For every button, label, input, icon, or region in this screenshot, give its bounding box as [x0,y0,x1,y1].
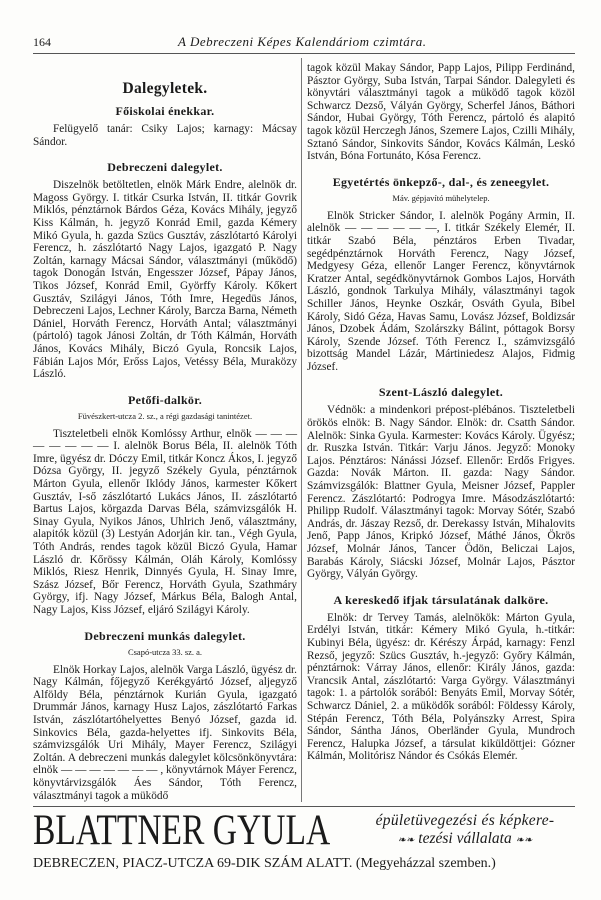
tagline-text: tezési vállalata [418,830,512,848]
section-heading: Debreczeni dalegylet. [107,160,223,175]
section-heading: Petőfi-dalkör. [127,392,203,407]
section-heading: A kereskedő ifjak társulatának dalköre. [333,592,549,607]
chapter-title: Dalegyletek. [122,80,208,97]
section-text: Diszelnök betöltetlen, elnök Márk Endre, alelnök dr. Magoss György. I. titkár Csurka István, II. titkár Govrik Miklós, pénztárnok Bárdos Géza, Kovács Mihály, jegyző Kiss Kálmán, h. jegyző Konrád Emil, gazda Kémery Mikó Gyula, h. gazda Szücs Gusztáv, zászlótartó Károlyi Ferencz, h. zászlótartó Nagy Lajos, igazgató P. Nagy Zoltán, karnagy Mácsai Sándor, választmányi (működő) tagok Donogán István, Engesszer József, Pápay János, Tikos József, Konrád Emil, Györffy Károly. Kőkert Gusztáv, Szilágyi János, Tóth Imre, Hegedüs János, Debreczeni Lajos, Lechner Károly, Barcza Barna, Németh Dániel, Horváth Ferencz, Horváth Antal; választmányi (pártoló) tagok Jánosi Zoltán, dr Tóth Kálmán, Horváth János, Kovács Mihály, Biczó Gyula, Roncsik Lajos, Fábián Lajos Mór, Erőss Lajos, Vetéssy Béla, Muraközy László. [33,179,297,381]
section-text: Védnök: a mindenkori prépost-plébános. Tiszteletbeli örökös elnök: B. Nagy Sándor. Elnök: dr. Csatth Sándor. Alelnök: Sinka Gyula. Karmester: Kovács Károly. Ügyész; dr. Ruszka István. Titkár: Varju János. Jegyző: Monoky Lajos. Pénztáros: Nánássi József. Ellenőr: Erdős Frigyes. Gazda: Novák Márton. II. gazda: Nagy Sándor. Számvizsgálók: Blattner Gyula, Meisner József, Pappler Ferencz. Zászlótartó: Podrogya Imre. Másodzászlótartó: Philipp Rudolf. Választmányi tagok: Morvay Sótér, Szabó András, dr. Jászay Rezső, dr. Derekassy István, Mihalovits Jenő, Papp János, Kripkó József, Máthé János, Ökrös József, Molnár János, Tancer Ödön, Beliczai Lajos, Barabás Károly, Siácski József, Molnár Lajos, Pásztor György, Vályán György. [307,404,575,581]
advertisement [33,806,575,873]
page-header [33,33,575,54]
section-text: Tiszteletbeli elnök Komlóssy Arthur, elnök — — — — — — — — I. alelnök Borus Béla, II. alelnök Tóth Imre, ügyész dr. Dóczy Emil, titkár Koncz Ákos, I. jegyző Dózsa György, II. jegyző Székely Gyula, pénztárnok Márton Gyula, ellenőr Iklódy János, karmester Kőkert Gusztáv, I-ső zászlótartó Lukács János, II. zászlótartó Bartus Lajos, körgazda Darvas Béla, számvizsgálók H. Sinay Gyula, Nyikos János, Uhlrich Jenő, választmány, alapitók közül (3) Lestyán Adorján kir. tan., Végh Gyula, Tóth András, rendes tagok közül Biczó Gyula, Hamar László dr. Kőrössy Kálmán, Oláh Károly, Komlóssy Miklós, Riesz Henrik, Dinnyés Gyula, H. Sinay Imre, Szász József, Bőr Ferencz, Horváth Gyula, Szathmáry György, ifj. Nagy József, Márkus Béla, Balogh Antal, Nagy Lajos, Kiss József, eljáró Szilágyi Károly. [33,427,297,616]
section-heading: Egyetértés önkepző-, dal-, és zeneegylet. [332,174,550,189]
section-heading: Főiskolai énekkar. [115,104,215,118]
section-text-continuation: tagok közül Makay Sándor, Papp Lajos, Pilipp Ferdinánd, Pásztor György, Suba István, Tarpai Sándor. Dalegyleti és könyvtári választmányi tagok a müködő tagok közöl Schwarcz Dezső, Vályán György, Scherfel János, Báthori Sándor, Hubai György, Tóth Ferencz, pártoló és alapitó tagok közül Herczegh János, Szemere Lajos, Czilli Mihály, Sztanó Sándor, Sinkovits Sándor, Kovács Kálmán, Leskó István, Bóna Fortunáto, Kósa Ferencz. [307,62,575,163]
advertisement-address: DEBRECZEN, PIACZ-UTCZA 69-DIK SZÁM ALATT. (Megyeházzal szemben.) [33,856,496,872]
advertisement-top-row [33,809,575,853]
section-address: Máv. gépjavító mühelytelep. [392,192,490,203]
ornament-icon: ❧❧ [515,835,533,847]
section-address: Füvészkert-utcza 2. sz., a régi gazdasági tanintézet. [77,410,253,421]
section-text: Elnök Horkay Lajos, alelnök Varga László, ügyész dr. Nagy Kálmán, főjegyző Kerékgyártó József, aljegyző Alföldy Béla, pénztárnok Kurián Gyula, igazgató Drummár János, karnagy Husz Lajos, zászlótartó Farkas István, zászlótartóhelyettes Benyó József, gazda id. Sinkovics Béla, gazda-helyettes ifj. Sinkovits Béla, számvizsgálók Uri Mihály, Mayer Ferencz, Szilágyi Zoltán. A debreczeni munkás dalegylet kölcsönkönyvtára: elnök — — — — — — — , könyvtárnok Máyer Ferencz, könyvtárvizsgálók Áes Sándor, Tóth Ferencz, választmányi tagok a müködő [33,663,297,802]
advertisement-tagline: épületüvegezési és képkere- [375,812,555,830]
columns [33,58,575,802]
section-heading: Szent-László dalegylet. [378,385,504,400]
advertiser-name-box [33,809,355,853]
section-text: Felügyelő tanár: Csiky Lajos; karnagy: Mácsay Sándor. [33,123,297,148]
section-address: Csapó-utcza 33. sz. a. [127,646,203,657]
right-column [302,58,575,802]
left-column [33,58,301,802]
advertisement-taglines [355,812,575,850]
advertisement-tagline-2 [355,830,575,850]
running-title: A Debreczeni Képes Kalendáriom czimtára. [178,34,427,49]
section-heading: Debreczeni munkás dalegylet. [84,628,246,643]
section-text: Elnök Stricker Sándor, I. alelnök Pogány Armin, II. alelnök — — — — — —, I. titkár Székely Elemér, II. titkár Szabó Béla, pénztáros Erben Tivadar, segédpénztárnok Horváth Ferencz, Nagy József, Medgyesy Géza, ellenőr Langer Ferencz, könyvtárnok Kratzer Antal, segédkönyvtárnok Gombos Lajos, Horváth László, gondnok Tarkulya Mihály, választmányi tagok Schiller János, Heynke Oszkár, Osváth Gyula, Bibel Károly, Sidó Géza, Havas Samu, Lovász József, Boldizsár János, Dzobek Ádám, Szolárszky Bálint, póttagok Borsy Károly, Szende József. Tóth Ferencz I., számvizsgáló bizottság Mandel Lázár, Mártiniedesz Alajos, Fidmig József. [307,209,575,373]
page-number: 164 [33,35,51,49]
section-text: Elnök: dr Tervey Tamás, alelnökök: Márton Gyula, Erdélyi István, titkár: Kémery Mikó Gyula, h.-titkár: Kubinyi Béla, ügyész: dr. Kérészy Árpád, karnagy: Fenzl Rezső, jegyző: Szücs Gusztáv, h.-jegyző: Győry Kálmán, pénztárnok: Várray János, ellenőr: Király János, gazda: Vrancsik Antal, zászlótartó: Varga György. Választmányi tagok: 1. a pártolók sorából: Benyáts Emil, Morvay Sótér, Schwarcz Dániel, 2. a müködők sorából: Földessy Károly, Stépán Ferencz, Tóth Béla, Polyánszky Arrest, Spira Sándor, Sántha János, Oberländer Gyula, Mundroch Ferencz, Halupka József, a társulat kiküldöttjei: Gózner Kálmán, Molitórisz Nándor és Csókás Elemér. [307,611,575,763]
advertiser-name: BLATTNER GYULA [33,807,331,855]
ornament-icon: ❧❧ [397,835,415,847]
